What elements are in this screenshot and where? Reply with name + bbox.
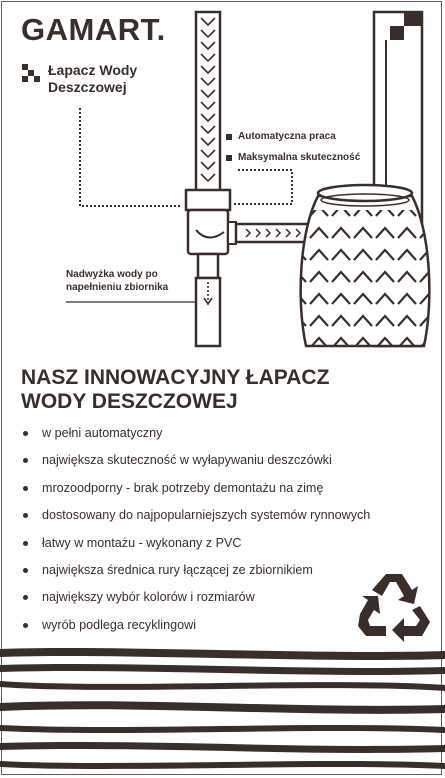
bullet-icon: [23, 458, 28, 463]
square-bullet-icon: [226, 155, 232, 161]
benefit-item: [20, 588, 370, 615]
square-bullet-icon: [226, 134, 232, 140]
benefit-text: największa skuteczność w wyłapywaniu deszczówki: [42, 453, 332, 468]
benefit-item: [20, 506, 370, 533]
benefit-text: w pełni automatyczny: [42, 426, 163, 440]
bullet-icon: [23, 541, 28, 546]
feature-automatic: [226, 131, 336, 142]
feature-efficiency: [226, 152, 360, 163]
overflow-note-line-2: napełnieniu zbiornika: [66, 282, 169, 293]
overflow-note: [66, 268, 168, 294]
bullet-icon: [23, 486, 28, 491]
benefit-text: mrozoodporny - brak potrzeby demontażu na zimę: [42, 480, 324, 495]
benefit-text: dostosowany do najpopularniejszych systemów rynnowych: [42, 508, 371, 523]
product-name-line-2: Deszczowej: [48, 79, 127, 95]
bullet-icon: [23, 595, 28, 600]
decorative-stripes: [0, 645, 445, 775]
headline-line-1: NASZ INNOWACYJNY ŁAPACZ: [21, 366, 330, 389]
benefits-list: [20, 424, 370, 643]
benefit-item: [20, 561, 370, 588]
benefit-item: [20, 451, 370, 478]
benefit-text: łatwy w montażu - wykonany z PVC: [42, 535, 242, 550]
headline: [21, 366, 421, 414]
recycle-icon: [356, 570, 432, 642]
headline-line-2: WODY DESZCZOWEJ: [21, 390, 238, 413]
benefit-text: wyrób podlega recyklingowi: [42, 617, 197, 632]
rain-catcher-illustration: [0, 0, 445, 350]
bullet-icon: [23, 431, 28, 436]
product-name-line-1: Łapacz Wody: [48, 62, 138, 78]
feature-label: Maksymalna skuteczność: [238, 152, 361, 163]
overflow-note-line-1: Nadwyżka wody po: [66, 269, 158, 280]
bullet-icon: [23, 568, 28, 573]
benefit-text: największy wybór kolorów i rozmiarów: [42, 590, 255, 605]
brand-logo: GAMART.: [21, 12, 166, 47]
benefit-item: [20, 616, 370, 643]
bullet-icon: [23, 623, 28, 628]
benefit-item: [20, 534, 370, 561]
benefit-item: [20, 424, 370, 451]
benefit-text: największa średnica rury łączącej ze zbiornikiem: [42, 562, 313, 577]
benefit-item: [20, 479, 370, 506]
bullet-icon: [23, 513, 28, 518]
feature-label: Automatyczna praca: [238, 131, 336, 142]
